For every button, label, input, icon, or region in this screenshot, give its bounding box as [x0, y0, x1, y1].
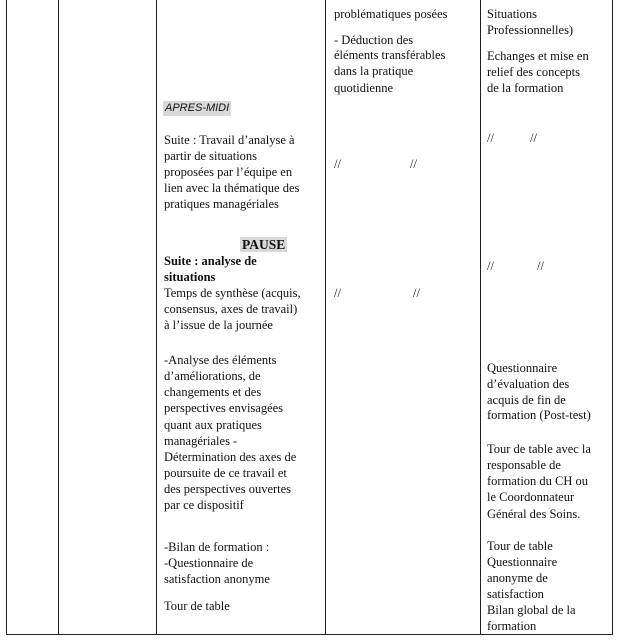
col3-deduction-line-1: - Déduction des [334, 33, 414, 47]
col4-bilan-line-3: anonyme de [487, 571, 548, 585]
col2-suite-travail-line-4: lien avec la thématique des [164, 181, 300, 195]
col4-ditto-mark-2b: // [537, 259, 544, 273]
col2-suite-travail-line-3: proposées par l’équipe en [164, 165, 293, 179]
col4-echanges-line-3: de la formation [487, 81, 564, 95]
col2-analyse-line-3: changements et des [164, 385, 262, 399]
col3-ditto-mark-2b: // [413, 286, 420, 300]
col2-synthese-line-2: consensus, axes de travail) [164, 302, 298, 316]
col4-bilan-line-1: Tour de table [487, 539, 553, 553]
col3-ditto-mark-2a: // [334, 286, 341, 300]
col4-ditto-mark-2a: // [487, 259, 494, 273]
table-column-divider-3 [325, 0, 326, 635]
col2-suite-travail-line-1: Suite : Travail d’analyse à [164, 133, 295, 147]
col3-ditto-mark-1b: // [410, 157, 417, 171]
pause-label: PAUSE [242, 237, 286, 252]
col4-bilan-line-2: Questionnaire [487, 555, 558, 569]
col2-bilan-line-1: -Bilan de formation : [164, 540, 270, 554]
col4-tour-resp-line-2: responsable de [487, 458, 561, 472]
col2-suite-travail-line-5: pratiques managériales [164, 197, 279, 211]
col4-tour-resp-line-5: Général des Soins. [487, 507, 581, 521]
col2-bilan-line-2: -Questionnaire de [164, 556, 254, 570]
col2-analyse-line-6: managériales - [164, 434, 238, 448]
col3-deduction-line-2: éléments transférables [334, 48, 446, 62]
apres-midi-heading: APRES-MIDI [165, 102, 230, 114]
col2-suite-travail-line-2: partir de situations [164, 149, 258, 163]
col4-tour-resp-line-4: le Coordonnateur [487, 490, 575, 504]
table-column-divider-4 [480, 0, 481, 635]
table-column-divider-2 [156, 0, 157, 635]
col4-bilan-line-4: satisfaction [487, 587, 544, 601]
table-border-right [612, 0, 613, 635]
table-border-bottom [6, 634, 613, 635]
col2-synthese-line-3: à l’issue de la journée [164, 318, 273, 332]
col2-analyse-line-8: poursuite de ce travail et [164, 466, 287, 480]
table-border-left [6, 0, 7, 635]
col2-analyse-line-2: d’améliorations, de [164, 369, 261, 383]
col4-questionnaire-line-4: formation (Post-test) [487, 408, 591, 422]
col2-analyse-line-9: des perspectives ouvertes [164, 482, 292, 496]
col4-situations-line-1: Situations [487, 7, 538, 21]
col2-synthese-line-1: Temps de synthèse (acquis, [164, 286, 301, 300]
col4-ditto-mark-1a: // [487, 131, 494, 145]
col3-deduction-line-4: quotidienne [334, 81, 394, 95]
table-column-divider-1 [58, 0, 59, 635]
col2-bilan-line-3: satisfaction anonyme [164, 572, 270, 586]
col2-analyse-line-4: perspectives envisagées [164, 401, 284, 415]
col2-suite-analyse-line-1: Suite : analyse de [164, 254, 257, 268]
col4-echanges-line-1: Echanges et mise en [487, 49, 589, 63]
col3-intro-line: problématiques posées [334, 7, 448, 21]
col2-analyse-line-10: par ce dispositif [164, 498, 244, 512]
col2-tour-de-table: Tour de table [164, 599, 230, 613]
col4-tour-resp-line-3: formation du CH ou [487, 474, 589, 488]
col4-echanges-line-2: relief des concepts [487, 65, 581, 79]
col2-analyse-line-7: Détermination des axes de [164, 450, 297, 464]
col4-bilan-line-6: formation [487, 619, 537, 633]
col4-tour-resp-line-1: Tour de table avec la [487, 442, 591, 456]
col4-bilan-line-5: Bilan global de la [487, 603, 576, 617]
col4-questionnaire-line-1: Questionnaire [487, 361, 558, 375]
col4-questionnaire-line-2: d’évaluation des [487, 377, 570, 391]
col3-ditto-mark-1a: // [334, 157, 341, 171]
col3-deduction-line-3: dans la pratique [334, 64, 414, 78]
col4-ditto-mark-1b: // [530, 131, 537, 145]
col4-situations-line-2: Professionnelles) [487, 23, 574, 37]
col4-questionnaire-line-3: acquis de fin de [487, 393, 566, 407]
col2-analyse-line-5: quant aux pratiques [164, 418, 262, 432]
col2-suite-analyse-line-2: situations [164, 270, 216, 284]
col2-analyse-line-1: -Analyse des éléments [164, 353, 277, 367]
